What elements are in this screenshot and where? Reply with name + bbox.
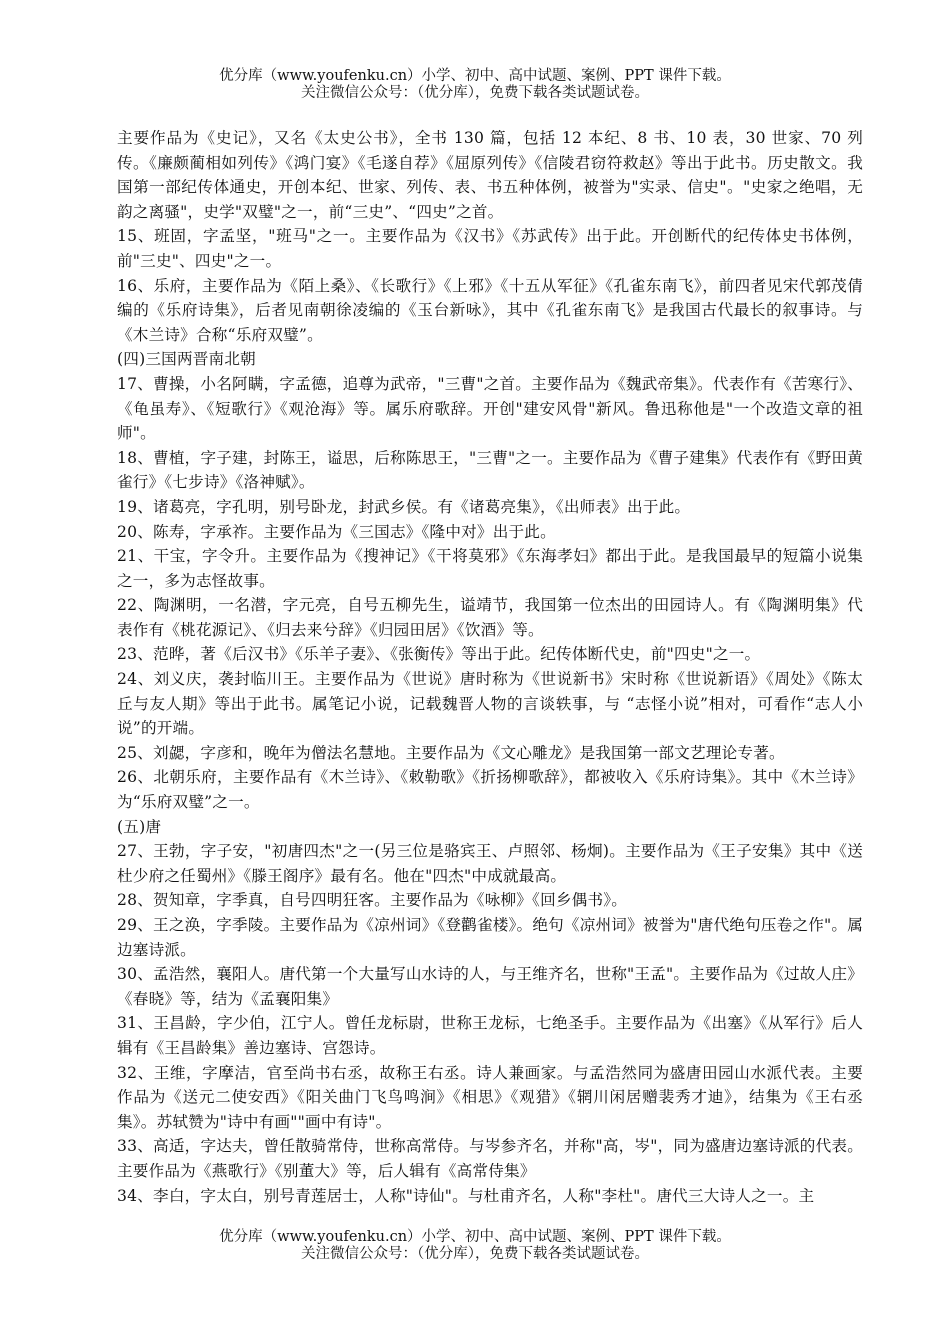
paragraph-20: 20、陈寿，字承祚。主要作品为《三国志》《隆中对》出于此。	[117, 522, 556, 541]
section-heading-tang: (五)唐	[117, 817, 162, 836]
paragraph-16: 16、乐府，主要作品为《陌上桑》、《长歌行》《上邪》《十五从军征》《孔雀东南飞》，前四者见宋代郭茂倩编的《乐府诗集》，后者见南朝徐凌编的《玉台新咏》，其中《孔雀东南飞》是我国古代最长的叙事诗。与《木兰诗》合称“乐府双璧”。	[117, 276, 863, 344]
paragraph-28: 28、贺知章，字季真，自号四明狂客。主要作品为《咏柳》《回乡偶书》。	[117, 891, 628, 910]
paragraph-shiji: 主要作品为《史记》，又名《太史公书》，全书 130 篇，包括 12 本纪、8 书、10 表，30 世家、70 列传。《廉颇蔺相如列传》《鸿门宴》《毛遂自荐》《屈原列传》《信陵君窃符救赵》等出于此书。历史散文。我国第一部纪传体通史，开创本纪、世家、列传、表、书五种体例，被誉为"实录、信史"。"史家之绝唱，无韵之离骚"，史学"双璧"之一，前“三史”、“四史”之首。	[117, 129, 863, 221]
paragraph-24: 24、刘义庆，袭封临川王。主要作品为《世说》唐时称为《世说新书》宋时称《世说新语》《周处》《陈太丘与友人期》等出于此书。属笔记小说，记载魏晋人物的言谈轶事，与 “志怪小说”相对，可看作“志人小说”的开端。	[117, 670, 863, 738]
paragraph-31: 31、王昌龄，字少伯，江宁人。曾任龙标尉，世称王龙标，七绝圣手。主要作品为《出塞》《从军行》后人辑有《王昌龄集》善边塞诗、宫怨诗。	[117, 1014, 863, 1057]
paragraph-15: 15、班固，字孟坚，"班马"之一。主要作品为《汉书》《苏武传》出于此。开创断代的纪传体史书体例，前"三史"、四史"之一。	[117, 227, 863, 270]
paragraph-33: 33、高适，字达夫，曾任散骑常侍，世称高常侍。与岑参齐名，并称"高，岑"，同为盛唐边塞诗派的代表。主要作品为《燕歌行》《别董大》等，后人辑有《高常侍集》	[117, 1137, 863, 1180]
page-footer	[0, 1229, 950, 1263]
paragraph-27: 27、王勃，字子安，"初唐四杰"之一(另三位是骆宾王、卢照邻、杨炯)。主要作品为《王子安集》其中《送杜少府之任蜀州》《滕王阁序》最有名。他在"四杰"中成就最高。	[117, 842, 863, 885]
section-heading-sanguo: (四)三国两晋南北朝	[117, 350, 256, 369]
page-header	[0, 68, 950, 102]
paragraph-26: 26、北朝乐府，主要作品有《木兰诗》、《敕勒歌》《折扬柳歌辞》，都被收入《乐府诗集》。其中《木兰诗》为“乐府双璧”之一。	[117, 768, 863, 812]
paragraph-25: 25、刘勰，字彦和，晚年为僧法名慧地。主要作品为《文心雕龙》是我国第一部文艺理论专著。	[117, 743, 785, 762]
paragraph-18: 18、曹植，字子建，封陈王，谥思，后称陈思王，"三曹"之一。主要作品为《曹子建集》代表作有《野田黄雀行》《七步诗》《洛神赋》。	[117, 448, 863, 492]
header-line-1: 优分库（www.youfenku.cn）小学、初中、高中试题、案例、PPT 课件下载。	[219, 68, 731, 84]
document-body	[117, 126, 863, 1208]
paragraph-30: 30、孟浩然，襄阳人。唐代第一个大量写山水诗的人，与王维齐名，世称"王孟"。主要作品为《过故人庄》《春晓》等，结为《孟襄阳集》	[117, 965, 863, 1008]
footer-line-1: 优分库（www.youfenku.cn）小学、初中、高中试题、案例、PPT 课件下载。	[219, 1229, 731, 1245]
paragraph-32: 32、王维，字摩洁，官至尚书右丞，故称王右丞。诗人兼画家。与孟浩然同为盛唐田园山水派代表。主要作品为《送元二使安西》《阳关曲门飞鸟鸣涧》《相思》《观猎》《辋川闲居赠裴秀才迪》，结集为《王右丞集》。苏轼赞为"诗中有画""画中有诗"。	[117, 1063, 863, 1131]
footer-line-2: 关注微信公众号：（优分库），免费下载各类试题试卷。	[301, 1246, 649, 1262]
paragraph-17: 17、曹操，小名阿瞒，字孟德，追尊为武帝，"三曹"之首。主要作品为《魏武帝集》。代表作有《苦寒行》、《龟虽寿》、《短歌行》《观沧海》等。属乐府歌辞。开创"建安风骨"新风。鲁迅称他是"一个改造文章的祖师"。	[117, 374, 863, 443]
paragraph-19: 19、诸葛亮，字孔明，别号卧龙，封武乡侯。有《诸葛亮集》，《出师表》出于此。	[117, 497, 691, 516]
paragraph-34: 34、李白，字太白，别号青莲居士，人称"诗仙"。与杜甫齐名，人称"李杜"。唐代三大诗人之一。主	[117, 1186, 815, 1205]
paragraph-21: 21、干宝，字令升。主要作品为《搜神记》《干将莫邪》《东海孝妇》都出于此。是我国最早的短篇小说集之一，多为志怪故事。	[117, 547, 863, 590]
header-line-2: 关注微信公众号：（优分库），免费下载各类试题试卷。	[301, 85, 649, 101]
paragraph-23: 23、范晔，著《后汉书》《乐羊子妻》、《张衡传》等出于此。纪传体断代史，前"四史"之一。	[117, 645, 761, 664]
paragraph-29: 29、王之涣，字季陵。主要作品为《凉州词》《登鹳雀楼》。绝句《凉州词》被誉为"唐代绝句压卷之作"。属边塞诗派。	[117, 916, 863, 959]
paragraph-22: 22、陶渊明，一名潜，字元亮，自号五柳先生，谥靖节，我国第一位杰出的田园诗人。有《陶渊明集》代表作有《桃花源记》、《归去来兮辞》《归园田居》《饮酒》等。	[117, 596, 863, 639]
